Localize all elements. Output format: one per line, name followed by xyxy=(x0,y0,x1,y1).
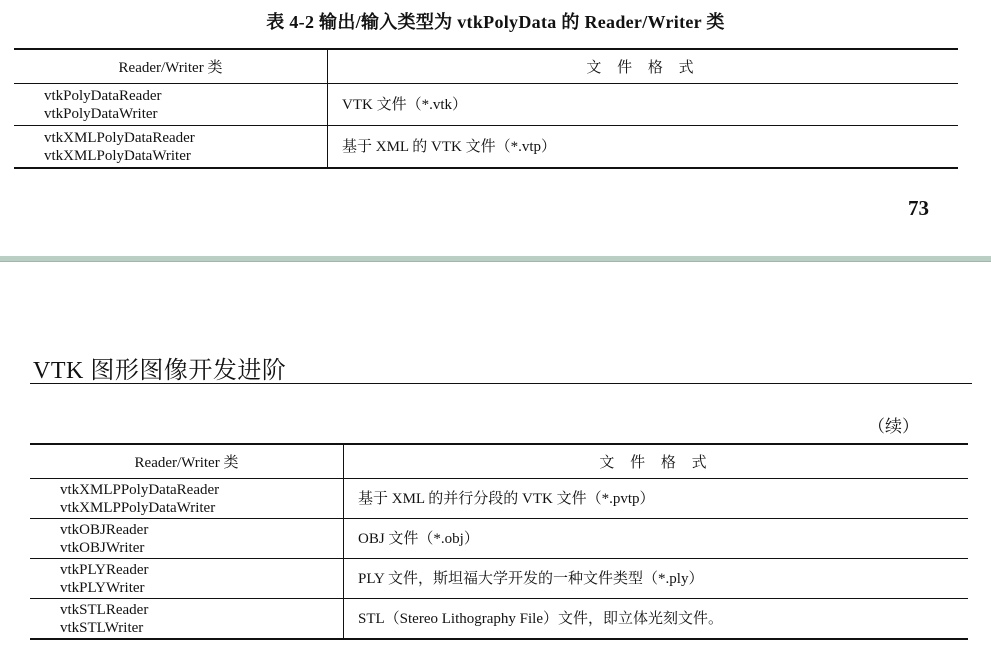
reader-class-name: vtkXMLPolyDataReader xyxy=(44,129,195,146)
class-names-cell xyxy=(14,126,328,169)
table-row xyxy=(30,479,968,519)
reader-class-name: vtkXMLPPolyDataReader xyxy=(60,481,220,498)
table-row xyxy=(14,84,958,126)
writer-class-name: vtkPolyDataWriter xyxy=(44,105,158,122)
writer-class-name: vtkSTLWriter xyxy=(60,619,144,636)
table-header-row xyxy=(14,49,958,84)
writer-class-name: vtkPLYWriter xyxy=(60,579,145,596)
reader-class-name: vtkPolyDataReader xyxy=(44,87,162,104)
table-row xyxy=(30,599,968,640)
table-row xyxy=(14,126,958,169)
writer-class-name: vtkXMLPPolyDataWriter xyxy=(60,499,216,516)
class-names-cell xyxy=(30,519,344,559)
reader-writer-table-continued xyxy=(30,443,968,640)
file-format-cell: OBJ 文件（*.obj） xyxy=(344,519,969,559)
header-format-column: 文 件 格 式 xyxy=(328,49,959,84)
file-format-cell: 基于 XML 的并行分段的 VTK 文件（*.pvtp） xyxy=(344,479,969,519)
header-class-column: Reader/Writer 类 xyxy=(14,49,328,84)
reader-class-name: vtkOBJReader xyxy=(60,521,149,538)
reader-writer-table-top xyxy=(14,48,958,169)
file-format-cell: STL（Stereo Lithography File）文件，即立体光刻文件。 xyxy=(344,599,969,640)
continued-label: （续） xyxy=(868,417,919,436)
class-names-cell xyxy=(14,84,328,126)
table-row xyxy=(30,559,968,599)
class-names-cell xyxy=(30,559,344,599)
reader-class-name: vtkSTLReader xyxy=(60,601,149,618)
writer-class-name: vtkXMLPolyDataWriter xyxy=(44,147,191,164)
chapter-header-rule xyxy=(30,383,972,384)
table-header-row xyxy=(30,444,968,479)
file-format-cell: VTK 文件（*.vtk） xyxy=(328,84,959,126)
header-format-column: 文 件 格 式 xyxy=(344,444,969,479)
file-format-cell: 基于 XML 的 VTK 文件（*.vtp） xyxy=(328,126,959,169)
table-caption: 表 4-2 输出/输入类型为 vtkPolyData 的 Reader/Writer 类 xyxy=(266,12,725,32)
header-class-column: Reader/Writer 类 xyxy=(30,444,344,479)
writer-class-name: vtkOBJWriter xyxy=(60,539,145,556)
class-names-cell xyxy=(30,599,344,640)
page-number: 73 xyxy=(908,196,929,220)
file-format-cell: PLY 文件，斯坦福大学开发的一种文件类型（*.ply） xyxy=(344,559,969,599)
chapter-title: VTK 图形图像开发进阶 xyxy=(33,358,287,384)
class-names-cell xyxy=(30,479,344,519)
table-row xyxy=(30,519,968,559)
reader-class-name: vtkPLYReader xyxy=(60,561,149,578)
